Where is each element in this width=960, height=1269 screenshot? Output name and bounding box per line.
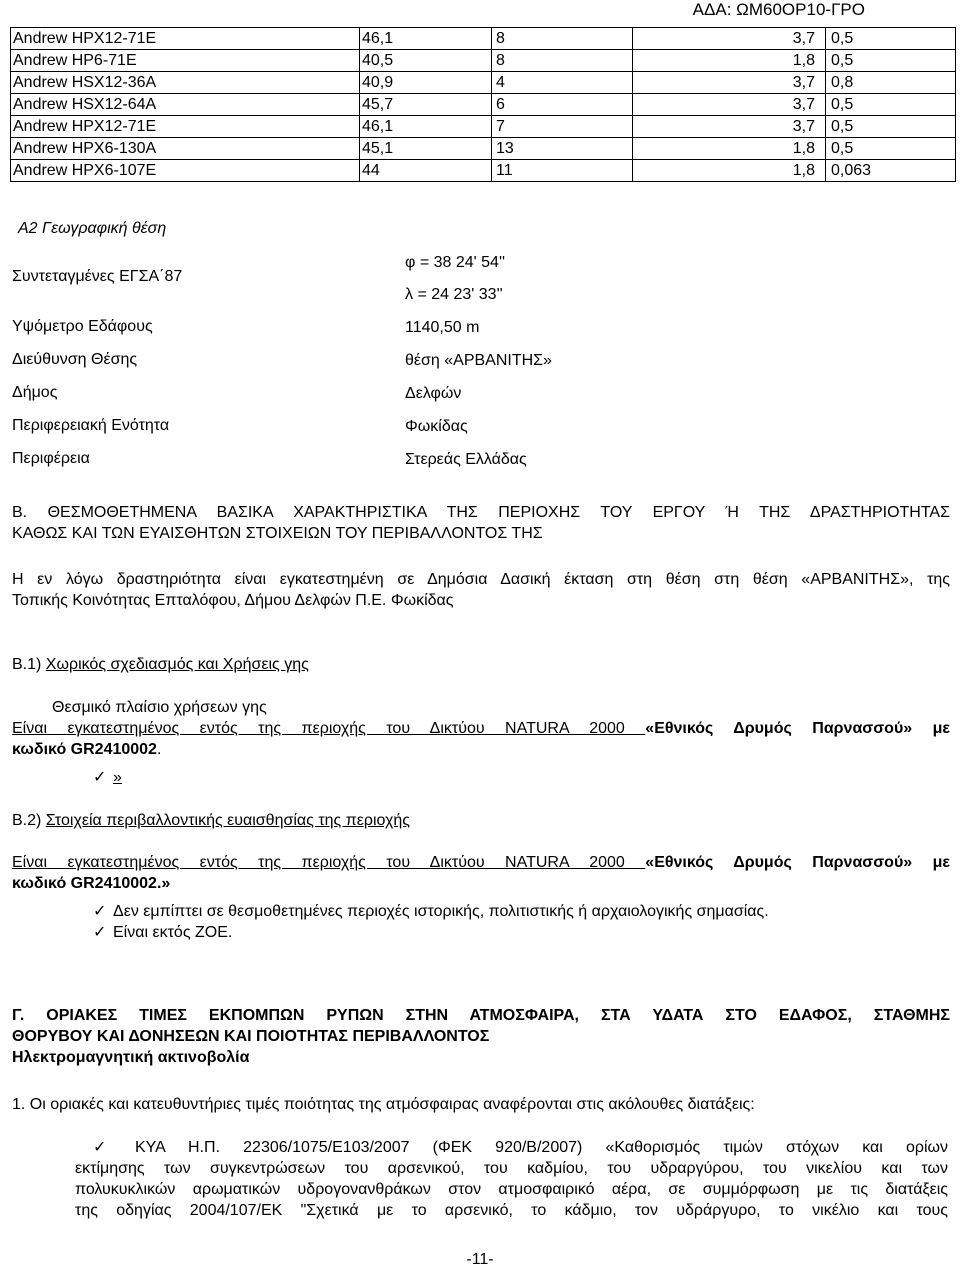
table-cell: Andrew HPX12-71E [11, 116, 360, 138]
b2-bold-text: «Εθνικός Δρυμός Παρνασσού» με [645, 854, 951, 871]
b1-title: Χωρικός σχεδιασμός και Χρήσεις γης [45, 656, 309, 673]
table-cell: 0,5 [826, 94, 956, 116]
b2-paragraph-line1 [12, 852, 950, 873]
section-c-title-line2: ΘΟΡΥΒΟΥ ΚΑΙ ΔΟΝΗΣΕΩΝ ΚΑΙ ΠΟΙΟΤΗΤΑΣ ΠΕΡΙΒΑΛΛΟΝΤΟΣ [12, 1028, 490, 1045]
kya-line1: ΚΥΑ Η.Π. 22306/1075/Ε103/2007 (ΦΕΚ 920/Β/2007) «Καθορισμός τιμών στόχων και ορίων [135, 1139, 948, 1156]
address-value: θέση «ΑΡΒΑΝΙΤΗΣ» [405, 352, 552, 369]
kya-line1-wrap [135, 1137, 948, 1158]
b2-check-item-2 [93, 922, 232, 943]
table-row [11, 72, 956, 94]
antenna-table [10, 27, 956, 182]
check-icon: ✓ [93, 1139, 107, 1156]
b2-heading [12, 810, 410, 831]
b2-check2-text: Είναι εκτός ΖΟΕ. [113, 924, 233, 941]
table-row [11, 94, 956, 116]
table-row [11, 138, 956, 160]
b1-prefix: Β.1) [12, 656, 46, 673]
table-cell: 0,5 [826, 138, 956, 160]
b2-title: Στοιχεία περιβαλλοντικής ευαισθησίας της περιοχής [45, 812, 410, 829]
section-c-subtitle: Ηλεκτρομαγνητική ακτινοβολία [12, 1049, 250, 1066]
table-row [11, 28, 956, 50]
table-cell: 0,5 [826, 50, 956, 72]
table-cell: 40,9 [360, 72, 492, 94]
table-cell: 0,5 [826, 28, 956, 50]
section-b-intro-line1: Η εν λόγω δραστηριότητα είναι εγκατεστημένη σε Δημόσια Δασική έκταση στη θέση στη θέση «ΑΡΒΑΝΙΤΗΣ», της [12, 571, 950, 588]
b1-underlined-text: Είναι εγκατεστημένος εντός της περιοχής του Δικτύου NATURA 2000 [12, 720, 646, 737]
section-c-title-line1: Γ. ΟΡΙΑΚΕΣ ΤΙΜΕΣ ΕΚΠΟΜΠΩΝ ΡΥΠΩΝ ΣΤΗΝ ΑΤΜΟΣΦΑΙΡΑ, ΣΤΑ ΥΔΑΤΑ ΣΤΟ ΕΔΑΦΟΣ, ΣΤΑΘΜΗΣ [12, 1007, 950, 1024]
section-b-title-line1: Β. ΘΕΣΜΟΘΕΤΗΜΕΝΑ ΒΑΣΙΚΑ ΧΑΡΑΚΤΗΡΙΣΤΙΚΑ ΤΗΣ ΠΕΡΙΟΧΗΣ ΤΟΥ ΕΡΓΟΥ Ή ΤΗΣ ΔΡΑΣΤΗΡΙΟΤΗΤΑΣ [12, 504, 950, 521]
section-c-item1: 1. Οι οριακές και κατευθυντήριες τιμές ποιότητας της ατμόσφαιρας αναφέρονται στις ακόλουθες διατάξεις: [12, 1096, 755, 1113]
section-b-intro [12, 569, 950, 611]
table-cell: 0,5 [826, 116, 956, 138]
b2-check1-text: Δεν εμπίπτει σε θεσμοθετημένες περιοχές ιστορικής, πολιτιστικής ή αρχαιολογικής σημασίας. [113, 903, 769, 920]
table-cell: 44 [360, 160, 492, 182]
coords-label: Συντεταγμένες ΕΓΣΑ΄87 [12, 268, 183, 285]
b1-bold-text: «Εθνικός Δρυμός Παρνασσού» με [645, 720, 951, 737]
check-icon: ✓ [93, 769, 107, 786]
table-cell: Andrew HPX6-107E [11, 160, 360, 182]
table-cell: 11 [492, 160, 633, 182]
table-cell: 3,7 [633, 116, 826, 138]
region-value: Στερεάς Ελλάδας [405, 451, 527, 468]
phi-value: φ = 38 24' 54'' [405, 254, 506, 271]
table-cell: 1,8 [633, 50, 826, 72]
section-b-title-line2: ΚΑΘΩΣ ΚΑΙ ΤΩΝ ΕΥΑΙΣΘΗΤΩΝ ΣΤΟΙΧΕΙΩΝ ΤΟΥ ΠΕΡΙΒΑΛΛΟΝΤΟΣ ΤΗΣ [12, 525, 543, 542]
b1-heading [12, 654, 309, 675]
b1-paragraph [12, 718, 950, 760]
lambda-value: λ = 24 23' 33'' [405, 286, 503, 303]
table-cell: 7 [492, 116, 633, 138]
table-row [11, 50, 956, 72]
table-cell: 40,5 [360, 50, 492, 72]
table-cell: 13 [492, 138, 633, 160]
b2-code: κωδικό GR2410002.» [12, 875, 171, 892]
b1-code: κωδικό GR2410002 [12, 741, 157, 758]
kya-check [93, 1137, 113, 1158]
table-cell: 45,7 [360, 94, 492, 116]
b1-paragraph-line2 [12, 739, 950, 760]
region-label: Περιφέρεια [12, 450, 90, 467]
table-cell: 8 [492, 50, 633, 72]
kya-paragraph [75, 1158, 948, 1221]
kya-line4: της οδηγίας 2004/107/ΕΚ "Σχετικά με το αρσενικό, το κάδμιο, τον υδράργυρο, το νικέλιο και τους [75, 1202, 948, 1219]
table-cell: 3,7 [633, 28, 826, 50]
table-cell: Andrew HP6-71E [11, 50, 360, 72]
page-number: -11- [466, 1251, 494, 1268]
b1-dot: . [156, 741, 162, 758]
altitude-value: 1140,50 m [405, 319, 480, 336]
table-cell: 1,8 [633, 160, 826, 182]
table-cell: 3,7 [633, 72, 826, 94]
b1-check-item [93, 767, 122, 788]
b2-prefix: Β.2) [12, 812, 46, 829]
municipality-label: Δήμος [12, 384, 58, 401]
table-cell: Andrew HSX12-36A [11, 72, 360, 94]
b1-subtitle: Θεσμικό πλαίσιο χρήσεων γης [52, 699, 267, 716]
table-row [11, 116, 956, 138]
table-cell: 3,7 [633, 94, 826, 116]
check-icon: ✓ [93, 903, 107, 920]
table-cell: Andrew HPX6-130A [11, 138, 360, 160]
b1-quote: » [113, 769, 122, 786]
municipality-value: Δελφών [405, 385, 462, 402]
table-cell: 46,1 [360, 28, 492, 50]
location-title: A2 Γεωγραφική θέση [18, 220, 167, 237]
kya-line3: πολυκυκλικών αρωματικών υδρογονανθράκων στον ατμοσφαιρικό αέρα, σε συμμόρφωση με τις διατάξεις [75, 1181, 948, 1198]
altitude-label: Υψόμετρο Εδάφους [12, 318, 153, 335]
table-cell: 0,063 [826, 160, 956, 182]
table-cell: 8 [492, 28, 633, 50]
section-b-title [12, 502, 950, 544]
regional-unit-value: Φωκίδας [405, 418, 468, 435]
kya-line2: εκτίμησης των συγκεντρώσεων του αρσενικού, του καδμίου, του υδραργύρου, του νικελίου και των [75, 1160, 948, 1177]
b2-paragraph [12, 852, 950, 894]
ada-header: ΑΔΑ: ΩΜ60ΟΡ10-ΓΡΟ [692, 0, 865, 19]
address-label: Διεύθυνση Θέσης [12, 351, 138, 368]
check-icon: ✓ [93, 924, 107, 941]
table-cell: Andrew HSX12-64A [11, 94, 360, 116]
table-row [11, 160, 956, 182]
table-cell: 1,8 [633, 138, 826, 160]
b2-underlined-text: Είναι εγκατεστημένος εντός της περιοχής του Δικτύου NATURA 2000 [12, 854, 646, 871]
table-cell: 6 [492, 94, 633, 116]
section-b-intro-line2: Τοπικής Κοινότητας Επταλόφου, Δήμου Δελφών Π.Ε. Φωκίδας [12, 592, 454, 609]
table-cell: 0,8 [826, 72, 956, 94]
regional-unit-label: Περιφερειακή Ενότητα [12, 417, 170, 434]
table-cell: 4 [492, 72, 633, 94]
table-cell: 45,1 [360, 138, 492, 160]
table-cell: Andrew HPX12-71E [11, 28, 360, 50]
section-c-title [12, 1005, 950, 1068]
b2-check-item-1 [93, 901, 769, 922]
table-cell: 46,1 [360, 116, 492, 138]
b1-paragraph-line1 [12, 718, 950, 739]
